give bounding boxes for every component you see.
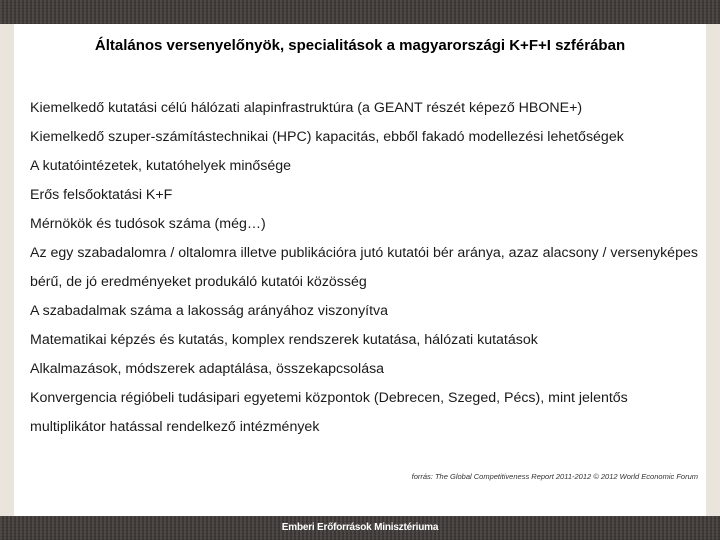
list-item: Kiemelkedő szuper-számítástechnikai (HPC) kapacitás, ebből fakadó modellezési lehetőségek (30, 129, 624, 145)
slide-title: Általános versenyelőnyök, specialitások a magyarországi K+F+I szférában (94, 37, 626, 54)
top-decorative-bar (0, 0, 720, 24)
bottom-decorative-bar (0, 516, 720, 540)
list-item: Matematikai képzés és kutatás, komplex rendszerek kutatása, hálózati kutatások (30, 332, 538, 348)
list-item: A szabadalmak száma a lakosság arányához viszonyítva (30, 303, 389, 319)
source-note: forrás: The Global Competitiveness Report 2011-2012 © 2012 World Economic Forum (411, 472, 698, 481)
list-item: A kutatóintézetek, kutatóhelyek minősége (30, 158, 292, 174)
list-item: Erős felsőoktatási K+F (30, 187, 173, 203)
bullet-list (30, 94, 702, 442)
list-item: Mérnökök és tudósok száma (még…) (30, 216, 266, 232)
list-item: Kiemelkedő kutatási célú hálózati alapinfrastruktúra (a GEANT részét képező HBONE+) (30, 100, 583, 116)
list-item: Konvergencia régióbeli tudásipari egyetemi központok (Debrecen, Szeged, Pécs), mint jelentős multiplikátor hatással rendelkező intézmények (30, 390, 628, 435)
right-side-band (706, 24, 720, 516)
slide-content (14, 24, 706, 516)
left-side-band (0, 24, 14, 516)
footer-ministry-label: Emberi Erőforrások Minisztériuma (281, 522, 439, 533)
list-item: Az egy szabadalomra / oltalomra illetve publikációra jutó kutatói bér aránya, azaz alacsony / versenyképes bérű, de jó eredményeket produkáló kutatói közösség (30, 245, 698, 290)
list-item: Alkalmazások, módszerek adaptálása, összekapcsolása (30, 361, 385, 377)
